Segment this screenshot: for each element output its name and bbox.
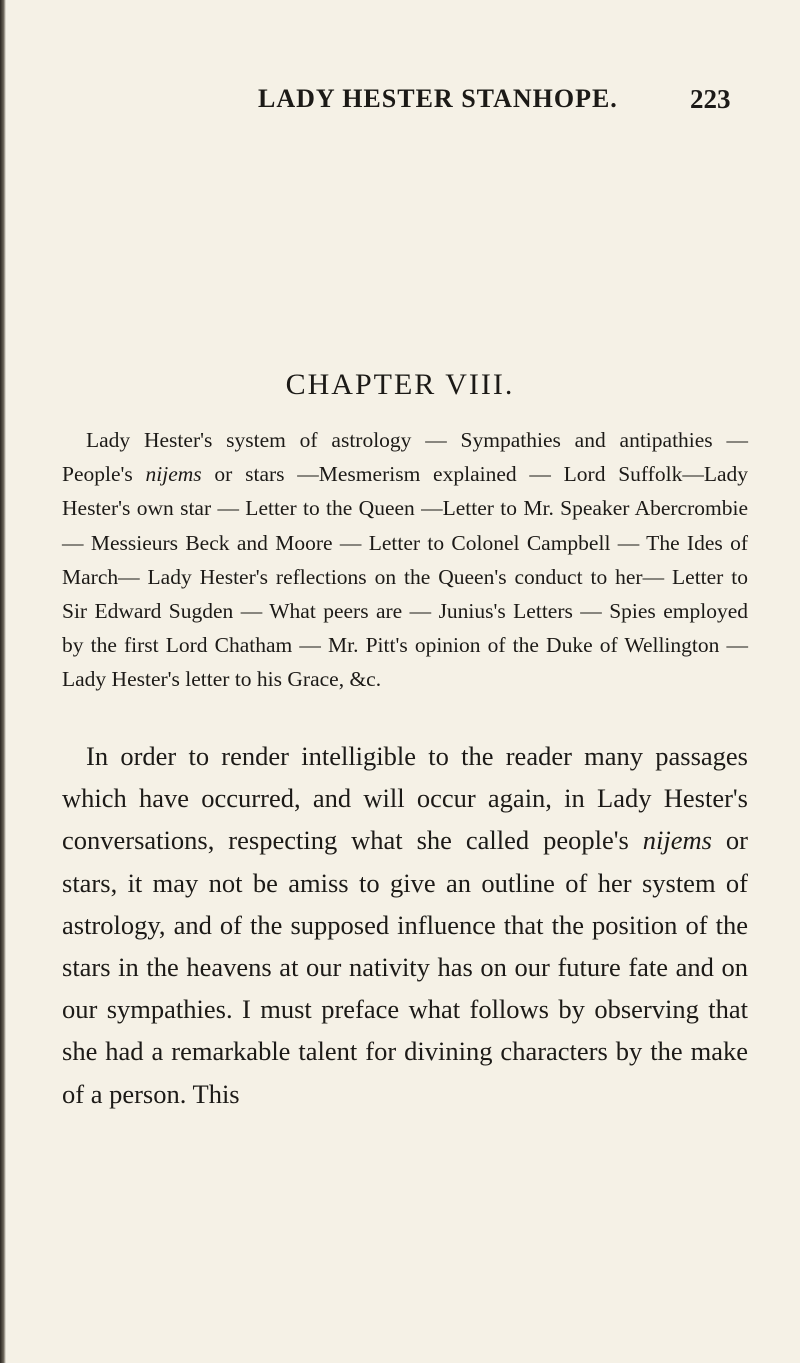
chapter-summary: [62, 423, 748, 697]
body-text-1: In order to render intelligible to the reader many passages which have occurred, and will occur again, in Lady Hester's conversations, respecting what she called people's: [62, 741, 748, 856]
running-title: LADY HESTER STANHOPE.: [258, 84, 618, 113]
summary-text-2: or stars —Mesmerism explained — Lord Suffolk—Lady Hester's own star — Letter to the Queen —Letter to Mr. Speaker Abercrombie — Messieurs Beck and Moore — Letter to Colonel Campbell — The Ides of March— Lady Hester's reflections on the Queen's conduct to her— Letter to Sir Edward Sugden — What peers are — Junius's Letters — Spies employed by the first Lord Chatham — Mr. Pitt's opinion of the Duke of Wellington — Lady Hester's letter to his Grace, &c.: [62, 462, 748, 692]
running-head: [0, 84, 800, 124]
page-number: 223: [690, 84, 731, 114]
body-text-2: or stars, it may not be amiss to give an outline of her system of astrology, and of the supposed influence that the position of the stars in the heavens at our nativity has on our future fate and on our sympathies. I must preface what follows by observing that she had a remarkable talent for divining characters by the make of a person. This: [62, 825, 748, 1109]
page-binding-edge: [0, 0, 6, 1363]
body-italic-nijems: nijems: [642, 825, 712, 856]
chapter-title: CHAPTER VIII.: [285, 368, 515, 401]
summary-italic-nijems: nijems: [145, 462, 202, 487]
body-paragraph: [62, 735, 748, 1115]
summary-text-1: Lady Hester's system of astrology — Sympathies and antipathies — People's: [62, 428, 748, 487]
